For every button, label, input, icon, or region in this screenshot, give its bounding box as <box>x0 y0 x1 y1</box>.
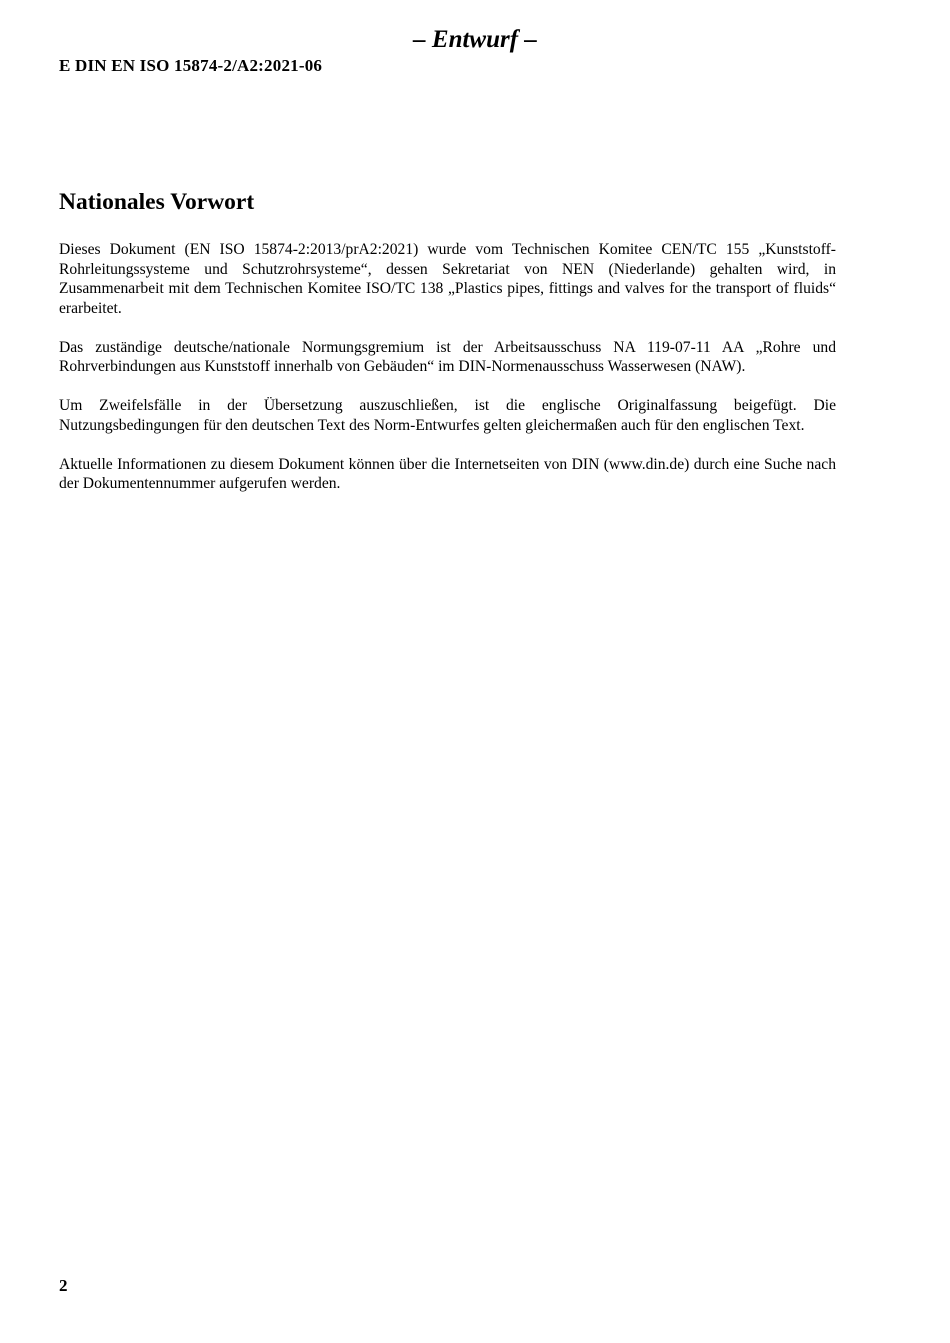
section-body <box>59 240 836 513</box>
paragraph: Aktuelle Informationen zu diesem Dokument können über die Internetseiten von DIN (www.din.de) durch eine Suche nach der Dokumentennummer aufgerufen werden. <box>59 455 836 492</box>
page-number: 2 <box>59 1276 68 1295</box>
section-heading: Nationales Vorwort <box>59 189 255 215</box>
document-identifier: E DIN EN ISO 15874-2/A2:2021-06 <box>59 56 323 75</box>
paragraph: Um Zweifelsfälle in der Übersetzung auszuschließen, ist die englische Originalfassung beigefügt. Die Nutzungsbedingungen für den deutschen Text des Norm-Entwurfes gelten gleichermaßen auch für den englischen Text. <box>59 397 836 434</box>
draft-watermark-title: – Entwurf – <box>413 26 537 53</box>
paragraph: Das zuständige deutsche/nationale Normungsgremium ist der Arbeitsausschuss NA 119-07-11 AA „Rohre und Rohrverbindungen aus Kunststoff innerhalb von Gebäuden“ im DIN-Normenausschuss Wasserwesen (NAW). <box>59 338 836 375</box>
paragraph: Dieses Dokument (EN ISO 15874-2:2013/prA2:2021) wurde vom Technischen Komitee CEN/TC 155 „Kunststoff-Rohrleitungssysteme und Schutzrohrsysteme“, dessen Sekretariat von NEN (Niederlande) gehalten wird, in Zusammenarbeit mit dem Technischen Komitee ISO/TC 138 „Plastics pipes, fittings and valves for the transport of fluids“ erarbeitet. <box>59 241 836 317</box>
